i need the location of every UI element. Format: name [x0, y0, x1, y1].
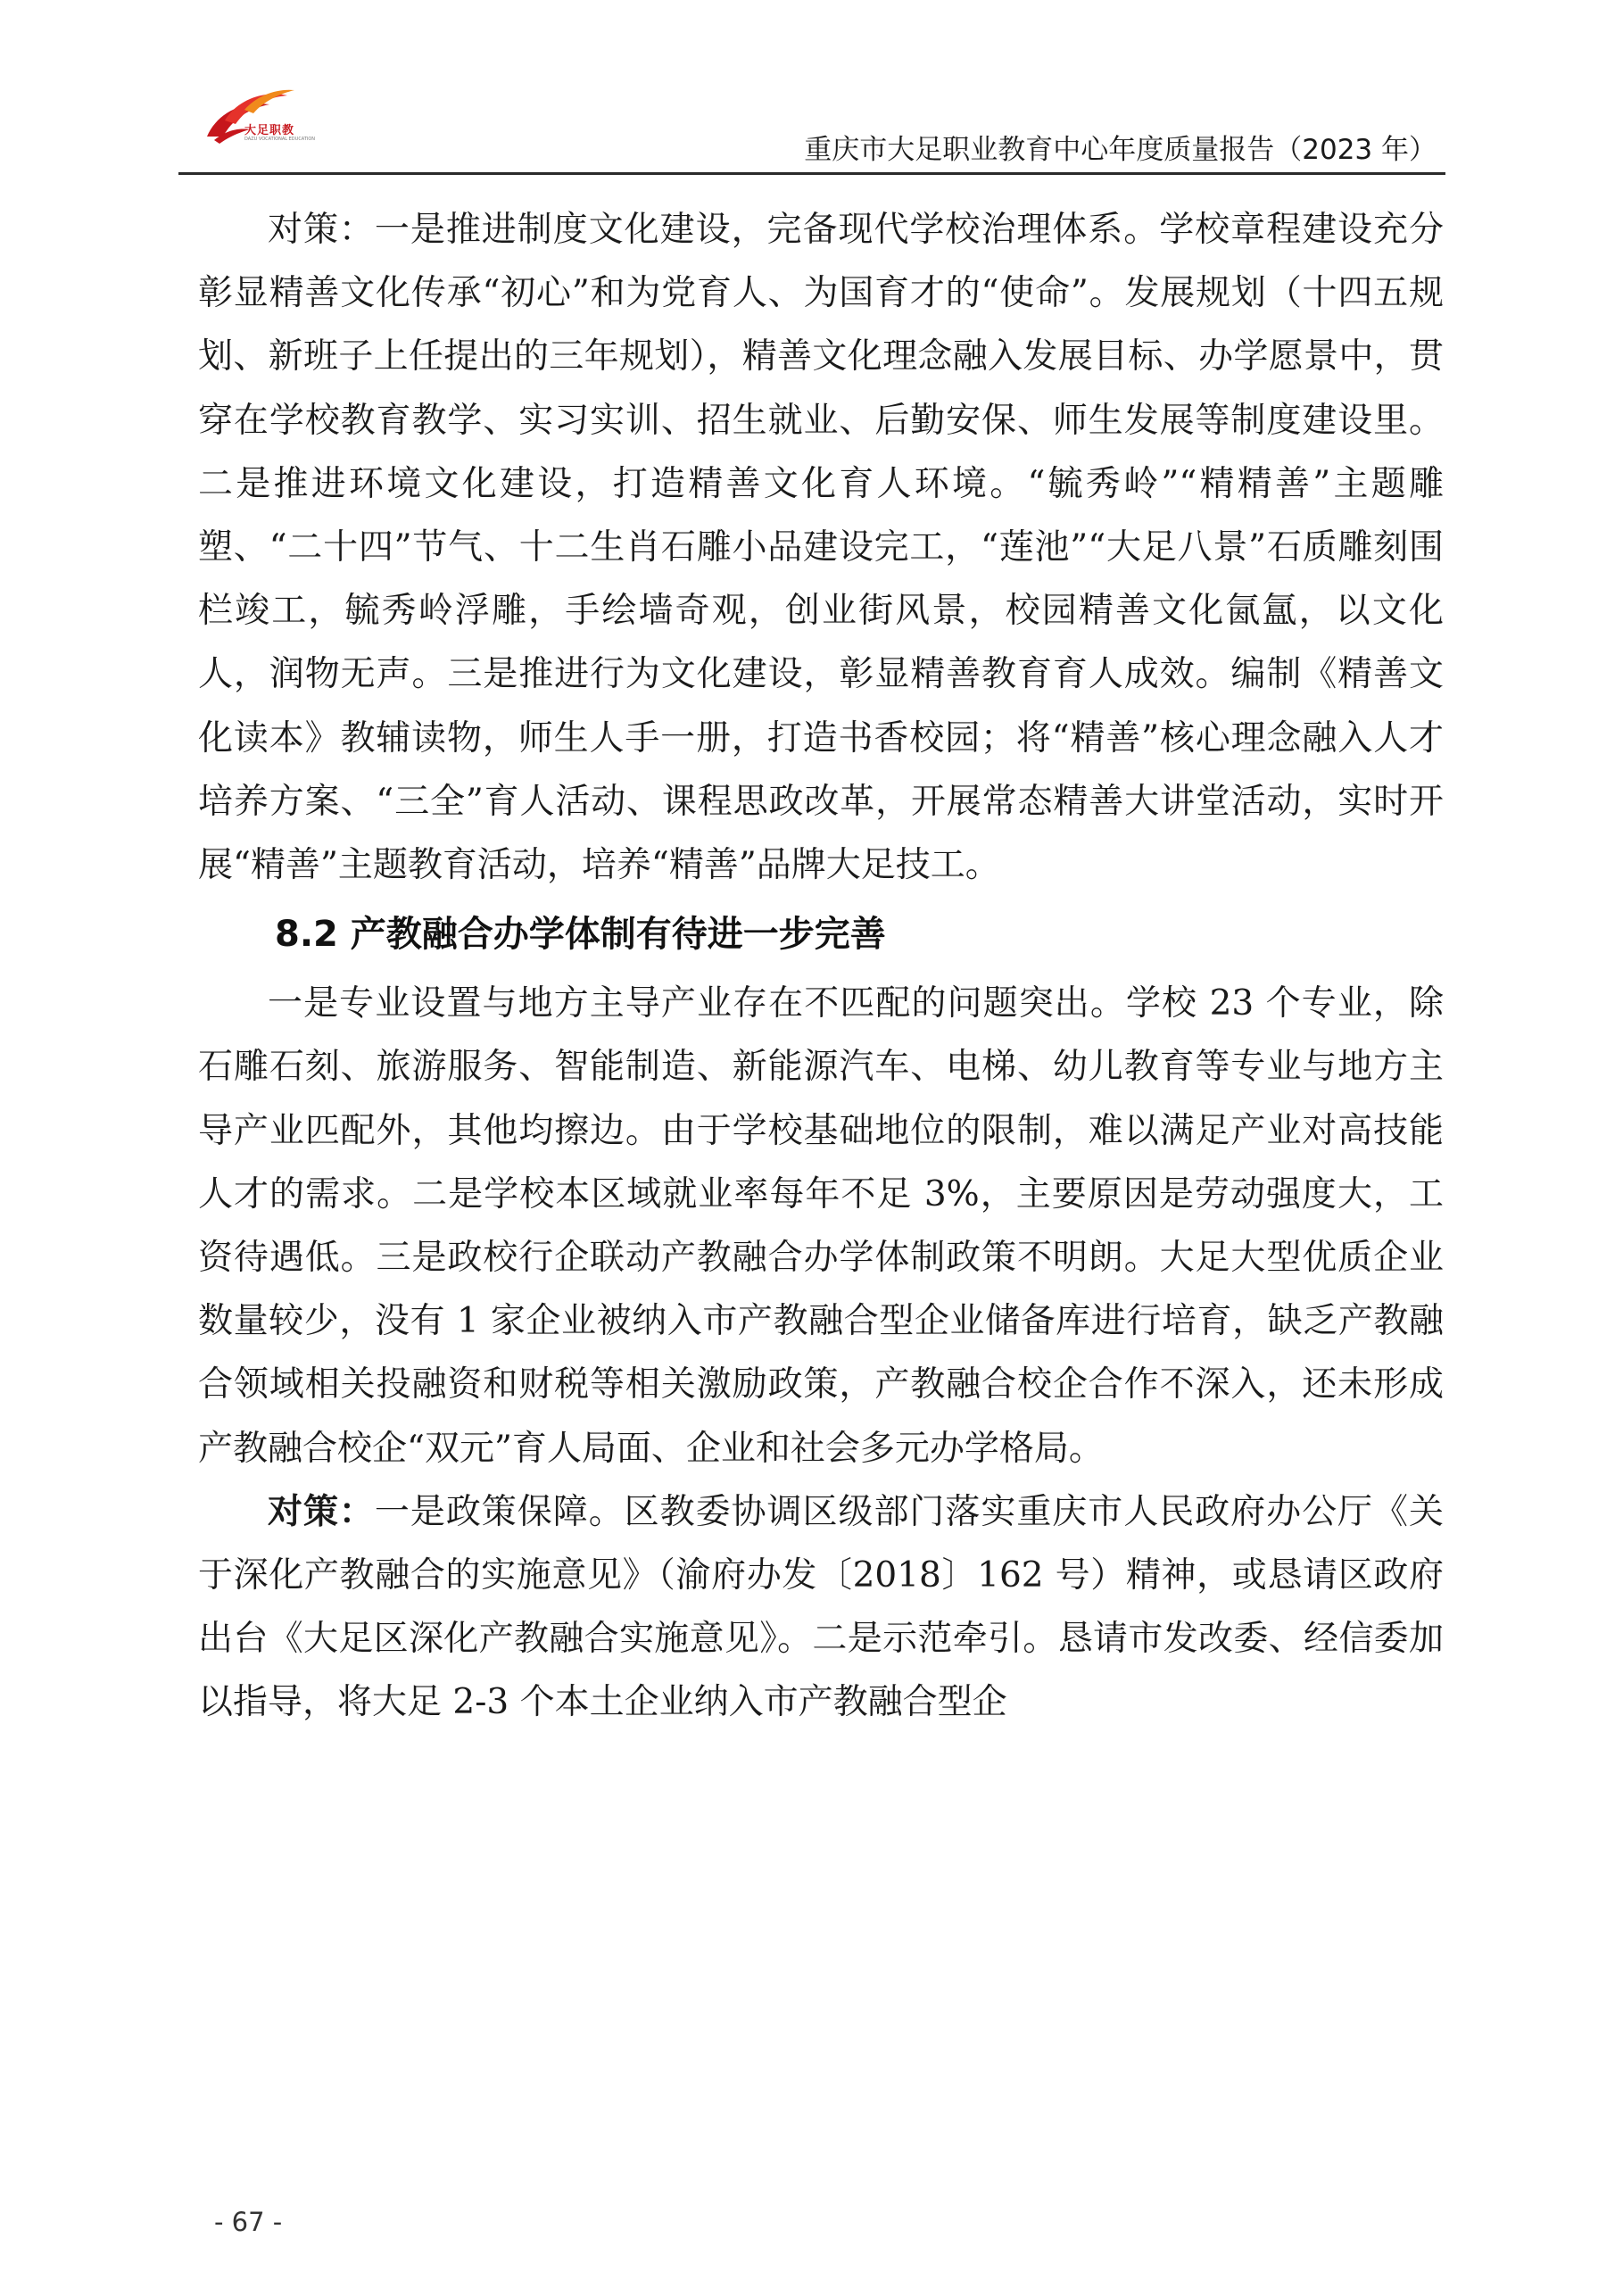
school-logo: [198, 85, 316, 147]
report-title: 重庆市大足职业教育中心年度质量报告（2023 年）: [804, 134, 1437, 166]
countermeasure-paragraph-culture: 对策：一是推进制度文化建设，完备现代学校治理体系。学校章程建设充分彰显精善文化传承“初心”和为党育人、为国育才的“使命”。发展规划（十四五规划、新班子上任提出的三年规划），精善文化理念融入发展目标、办学愿景中，贯穿在学校教育教学、实习实训、招生就业、后勤安保、师生发展等制度建设里。二是推进环境文化建设，打造精善文化育人环境。“毓秀岭”“精精善”主题雕塑、“二十四”节气、十二生肖石雕小品建设完工，“莲池”“大足八景”石质雕刻围栏竣工，毓秀岭浮雕，手绘墙奇观，创业街风景，校园精善文化氤氲，以文化人，润物无声。三是推进行为文化建设，彰显精善教育育人成效。编制《精善文化读本》教辅读物，师生人手一册，打造书香校园；将“精善”核心理念融入人才培养方案、“三全”育人活动、课程思政改革，开展常态精善大讲堂活动，实时开展“精善”主题教育活动，培养“精善”品牌大足技工。: [198, 210, 1444, 886]
logo-text: 大足职教: [244, 124, 295, 137]
logo-subtext: DAZU VOCATIONAL EDUCATION: [244, 137, 316, 142]
problem-paragraph-integration: 一是专业设置与地方主导产业存在不匹配的问题突出。学校 23 个专业，除石雕石刻、旅游服务、智能制造、新能源汽车、电梯、幼儿教育等专业与地方主导产业匹配外，其他均擦边。由于学校基础地位的限制，难以满足产业对高技能人才的需求。二是学校本区域就业率每年不足 3%，主要原因是劳动强度大，工资待遇低。三是政校行企联动产教融合办学体制政策不明朗。大足大型优质企业数量较少，没有 1 家企业被纳入市产教融合型企业储备库进行培育，缺乏产教融合领域相关投融资和财税等相关激励政策，产教融合校企合作不深入，还未形成产教融合校企“双元”育人局面、企业和社会多元办学格局。: [198, 983, 1444, 1469]
section-heading: 8.2 产教融合办学体制有待进一步完善: [275, 914, 886, 956]
countermeasure-paragraph-integration: [198, 1480, 1444, 1735]
page-number: - 67 -: [214, 2207, 283, 2237]
page-header: [178, 85, 1445, 175]
countermeasure-label: 对策：: [268, 1491, 375, 1532]
page-body: [198, 198, 1444, 1735]
countermeasure-text: 一是政策保障。区教委协调区级部门落实重庆市人民政府办公厅《关于深化产教融合的实施意见》（渝府办发〔2018〕162 号）精神，或恳请区政府出台《大足区深化产教融合实施意见》。二是示范牵引。恳请市发改委、经信委加以指导，将大足 2-3 个本土企业纳入市产教融合型企: [198, 1491, 1444, 1723]
